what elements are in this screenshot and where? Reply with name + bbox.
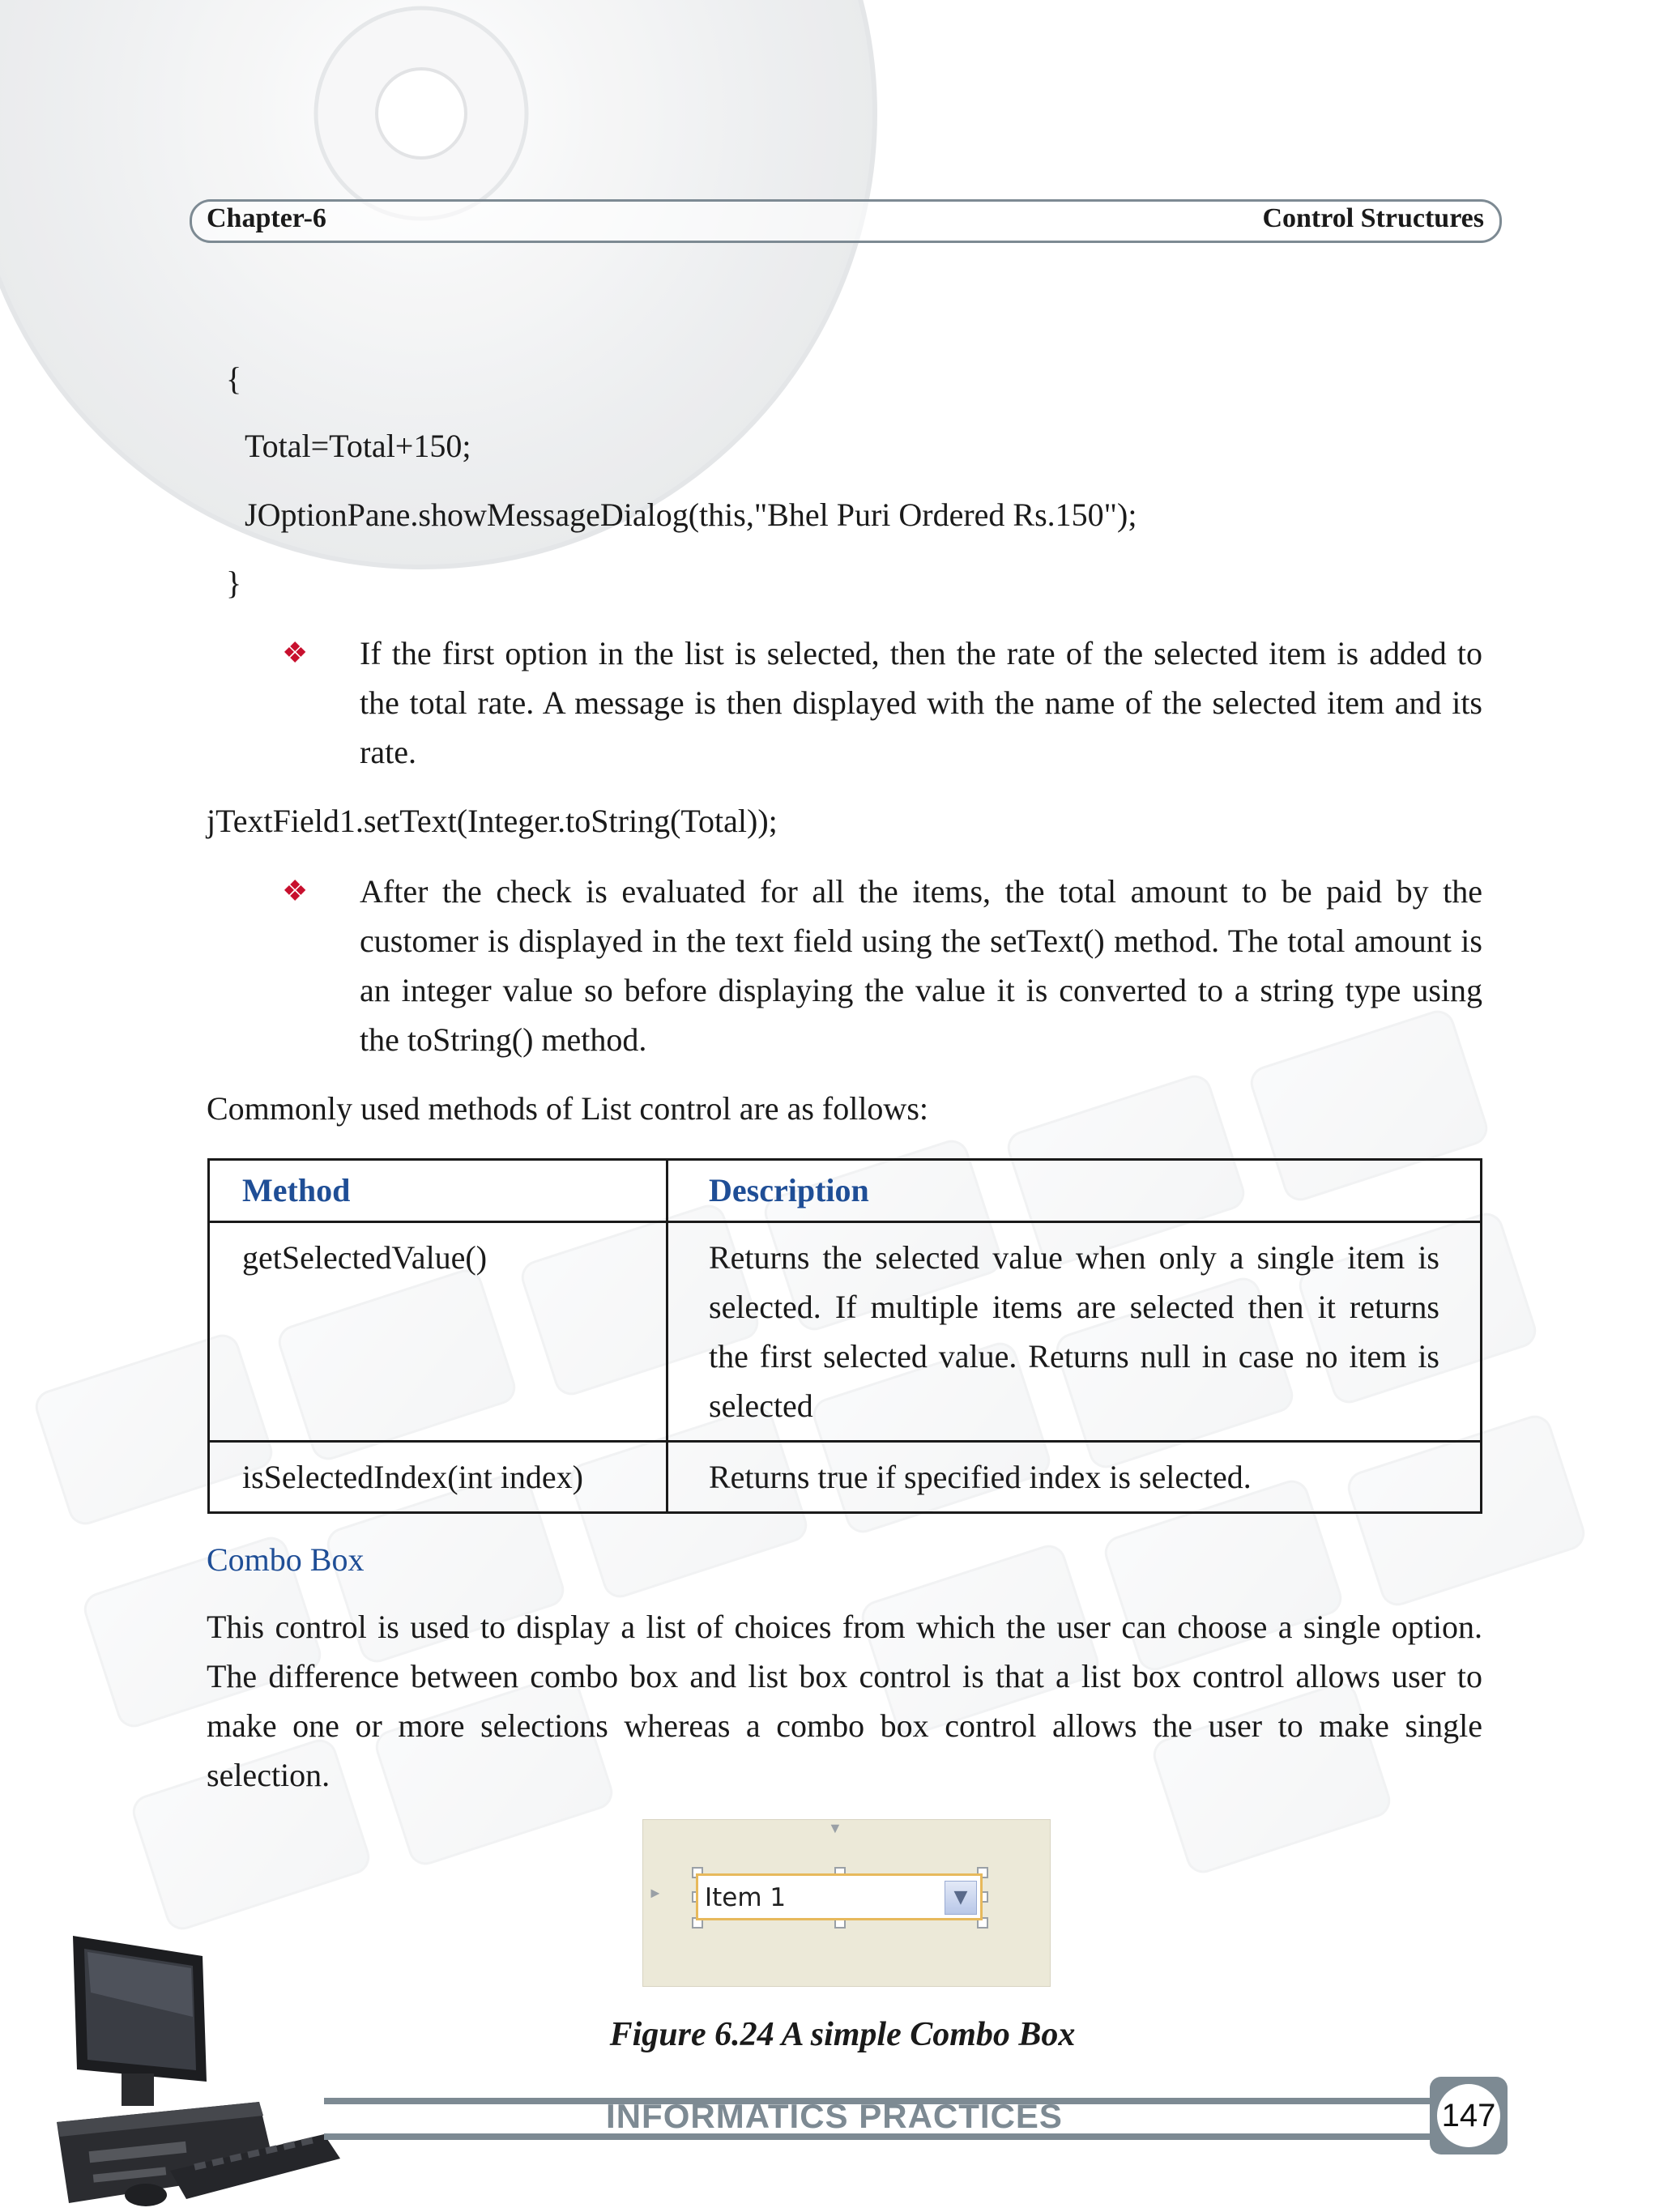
code-open-brace: {	[226, 360, 242, 397]
combo-box-figure	[642, 1819, 1051, 1987]
bullet-paragraph-1: If the first option in the list is selected, then the rate of the selected item is added to the total rate. A message is then displayed with the name of the selected item and its rate.	[360, 635, 1482, 770]
chapter-label: Chapter-6	[207, 203, 326, 233]
combo-box-paragraph: This control is used to display a list of choices from which the user can choose a single option. The difference between combo box and list box control is that a list box control allows user to make one or more selections whereas a combo box control allows the user to make single selection.	[207, 1609, 1482, 1793]
code-line-total: Total=Total+150;	[245, 428, 471, 464]
page-number: 147	[1437, 2084, 1500, 2147]
table-row	[209, 1222, 1482, 1442]
figure-caption: Figure 6.24 A simple Combo Box	[609, 2016, 1076, 2053]
method-cell: getSelectedValue()	[209, 1222, 667, 1442]
combo-selected-value: Item 1	[705, 1883, 787, 1912]
diamond-bullet-icon: ❖	[282, 637, 309, 669]
diamond-bullet-icon: ❖	[282, 875, 309, 907]
page-number-badge	[1430, 2077, 1508, 2154]
table-row	[209, 1442, 1482, 1513]
method-cell: isSelectedIndex(int index)	[209, 1442, 667, 1513]
code-close-brace: }	[226, 565, 242, 601]
bullet-paragraph-2: After the check is evaluated for all the items, the total amount to be paid by the customer is displayed in the text field using the setText() method. The total amount is an integer value so before displaying the value it is converted to a string type using the toString() method.	[360, 873, 1482, 1058]
code-line-settext: jTextField1.setText(Integer.toString(Total));	[207, 803, 778, 839]
methods-table	[207, 1158, 1482, 1514]
column-header-method: Method	[209, 1160, 667, 1222]
table-header-row	[209, 1160, 1482, 1222]
combo-box-heading: Combo Box	[207, 1541, 365, 1578]
description-cell: Returns the selected value when only a single item is selected. If multiple items are selected then it returns the first selected value. Returns null in case no item is selected	[667, 1222, 1482, 1442]
anchor-arrow-icon: ►	[648, 1885, 663, 1901]
footer-book-title: INFORMATICS PRACTICES	[606, 2097, 1063, 2135]
combo-box-control[interactable]	[696, 1873, 983, 1920]
table-intro-text: Commonly used methods of List control are as follows:	[207, 1090, 928, 1127]
description-cell: Returns true if specified index is selected.	[667, 1442, 1482, 1513]
cd-disc-watermark	[0, 0, 875, 567]
resize-arrow-icon: ▼	[828, 1820, 842, 1836]
section-label: Control Structures	[1262, 203, 1484, 233]
code-line-dialog: JOptionPane.showMessageDialog(this,"Bhel Puri Ordered Rs.150");	[245, 497, 1137, 533]
column-header-description: Description	[667, 1160, 1482, 1222]
chevron-down-icon[interactable]: ▼	[945, 1881, 977, 1915]
computer-illustration	[57, 1936, 340, 2206]
